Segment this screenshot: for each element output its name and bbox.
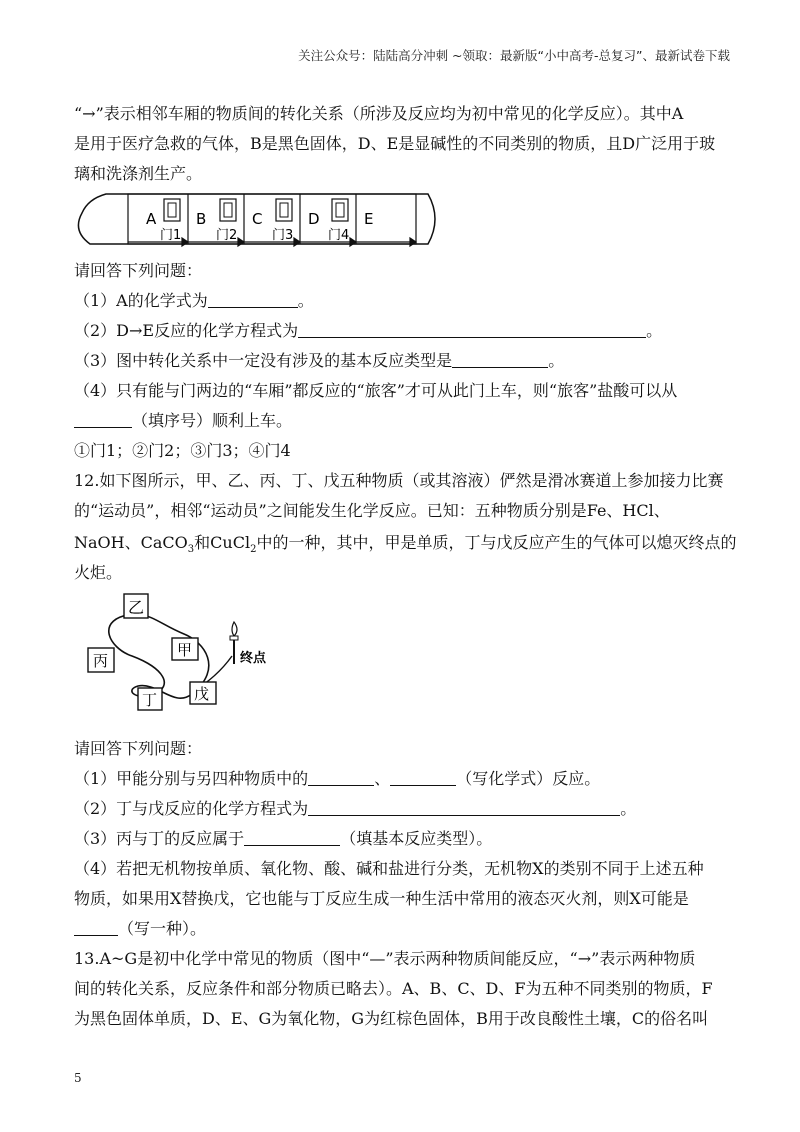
q13-stem-line3: 为黑色固体单质，D、E、G为氧化物，G为红棕色固体，B用于改良酸性土壤，C的俗名叫 bbox=[74, 1009, 709, 1028]
q11-part3 bbox=[74, 346, 734, 376]
box-ding bbox=[138, 688, 162, 710]
q11-answer-blank-4[interactable] bbox=[74, 409, 132, 428]
train-diagram bbox=[76, 191, 444, 249]
formula-cucl2: CuCl$_2$ bbox=[210, 533, 257, 556]
svg-text:乙: 乙 bbox=[128, 598, 145, 617]
q11-part3-end: 。 bbox=[548, 351, 565, 370]
q12-part4-line3 bbox=[74, 914, 734, 944]
q12-stem-line2: 的“运动员”，相邻“运动员”之间能发生化学反应。已知：五种物质分别是Fe、HCl、 bbox=[74, 501, 670, 520]
q12-part1-end: （写化学式）反应。 bbox=[456, 769, 601, 788]
q11-intro-line3: 璃和洗涤剂生产。 bbox=[74, 164, 203, 183]
door-label-2: 门2 bbox=[216, 228, 238, 243]
q11-intro-line2: 是用于医疗急救的气体，B是黑色固体，D、E是显碱性的不同类别的物质，且D广泛用于玻 bbox=[74, 134, 716, 153]
q11-part1-end: 。 bbox=[297, 291, 314, 310]
car-label-c: C bbox=[252, 210, 263, 228]
car-label-b: B bbox=[196, 210, 207, 228]
finish-label: 终点 bbox=[240, 651, 267, 666]
q11-part4-line1: （4）只有能与门两边的“车厢”都反应的“旅客”才可从此门上车，则“旅客”盐酸可以从 bbox=[74, 381, 678, 400]
q12-stem-line1: 12.如下图所示，甲、乙、丙、丁、戊五种物质（或其溶液）俨然是滑冰赛道上参加接力比赛 bbox=[74, 471, 724, 490]
relay-diagram bbox=[74, 586, 274, 718]
door-2 bbox=[216, 199, 237, 243]
q13-stem-line2: 间的转化关系，反应条件和部分物质已略去）。A、B、C、D、F为五种不同类别的物质，F bbox=[74, 979, 713, 998]
door-1 bbox=[160, 199, 181, 243]
q11-part3-text: （3）图中转化关系中一定没有涉及的基本反应类型是 bbox=[74, 351, 453, 370]
q12-answer-blank-2[interactable] bbox=[308, 797, 620, 816]
q11-part2-end: 。 bbox=[646, 321, 663, 340]
q12-part4-line2: 物质，如果用X替换戊，它也能与丁反应生成一种生活中常用的液态灭火剂，则X可能是 bbox=[74, 889, 689, 908]
box-yi bbox=[124, 594, 148, 618]
q11-answer-blank-3[interactable] bbox=[452, 349, 548, 368]
q11-answer-blank-2[interactable] bbox=[298, 319, 646, 338]
q12-naoh: NaOH、 bbox=[74, 533, 141, 552]
box-jia bbox=[172, 638, 198, 660]
q12-part1-text: （1）甲能分别与另四种物质中的 bbox=[74, 769, 309, 788]
door-label-1: 门1 bbox=[160, 228, 182, 243]
q12-part3-end: （填基本反应类型）。 bbox=[340, 829, 493, 848]
car-label-d: D bbox=[308, 210, 320, 228]
svg-text:戊: 戊 bbox=[194, 685, 210, 703]
q12-part3-text: （3）丙与丁的反应属于 bbox=[74, 829, 245, 848]
q11-answer-blank-1[interactable] bbox=[208, 289, 298, 308]
q11-part2 bbox=[74, 316, 734, 346]
q12-part2 bbox=[74, 794, 734, 824]
q11-part4-end: （填序号）顺利上车。 bbox=[132, 411, 293, 430]
q12-and: 和 bbox=[194, 533, 211, 552]
car-label-a: A bbox=[146, 210, 157, 228]
q11-prompt: 请回答下列问题： bbox=[74, 261, 203, 280]
q12-answer-blank-4[interactable] bbox=[74, 917, 118, 936]
door-3 bbox=[272, 199, 293, 243]
svg-text:丙: 丙 bbox=[93, 652, 109, 670]
box-wu bbox=[190, 682, 216, 704]
svg-text:丁: 丁 bbox=[142, 691, 158, 709]
page-number: 5 bbox=[74, 1071, 82, 1085]
q11-part1-text: （1）A的化学式为 bbox=[74, 291, 208, 310]
door-label-3: 门3 bbox=[272, 228, 294, 243]
q12-part2-text: （2）丁与戊反应的化学方程式为 bbox=[74, 799, 309, 818]
q11-part4-line2 bbox=[74, 406, 734, 436]
q12-answer-blank-1b[interactable] bbox=[390, 767, 456, 786]
q12-part3 bbox=[74, 824, 734, 854]
q12-part4-line1: （4）若把无机物按单质、氧化物、酸、碱和盐进行分类，无机物X的类别不同于上述五种 bbox=[74, 859, 704, 878]
door-label-4: 门4 bbox=[328, 228, 350, 243]
box-bing bbox=[88, 648, 114, 672]
svg-text:甲: 甲 bbox=[177, 641, 193, 659]
q12-prompt: 请回答下列问题： bbox=[74, 739, 203, 758]
q12-answer-blank-1a[interactable] bbox=[308, 767, 374, 786]
formula-caco3: CaCO$_3$ bbox=[140, 533, 195, 556]
q12-part2-end: 。 bbox=[620, 799, 637, 818]
q12-part4-end: （写一种）。 bbox=[118, 919, 207, 938]
q11-part1 bbox=[74, 286, 734, 316]
q11-part2-text: （2）D→E反应的化学方程式为 bbox=[74, 321, 299, 340]
door-4 bbox=[328, 199, 349, 243]
q11-options: ①门1；②门2；③门3；④门4 bbox=[74, 441, 291, 460]
q11-intro-line1: “→”表示相邻车厢的物质间的转化关系（所涉及反应均为初中常见的化学反应）。其中A bbox=[74, 104, 684, 123]
q13-stem-line1: 13.A~G是初中化学中常见的物质（图中“—”表示两种物质间能反应，“→”表示两种物质 bbox=[74, 949, 696, 968]
q12-part1-sep: 、 bbox=[374, 769, 391, 788]
q12-part1 bbox=[74, 764, 734, 794]
q12-stem-line3-rest: 中的一种，其中，甲是单质，丁与戊反应产生的气体可以熄灭终点的 bbox=[256, 533, 737, 552]
page-header: 关注公众号：陆陆高分冲刺 ~领取：最新版“小中高考-总复习”、最新试卷下载 bbox=[298, 48, 730, 63]
q12-stem-line4: 火炬。 bbox=[74, 563, 123, 582]
q12-answer-blank-3[interactable] bbox=[244, 827, 340, 846]
car-label-e: E bbox=[364, 210, 374, 228]
